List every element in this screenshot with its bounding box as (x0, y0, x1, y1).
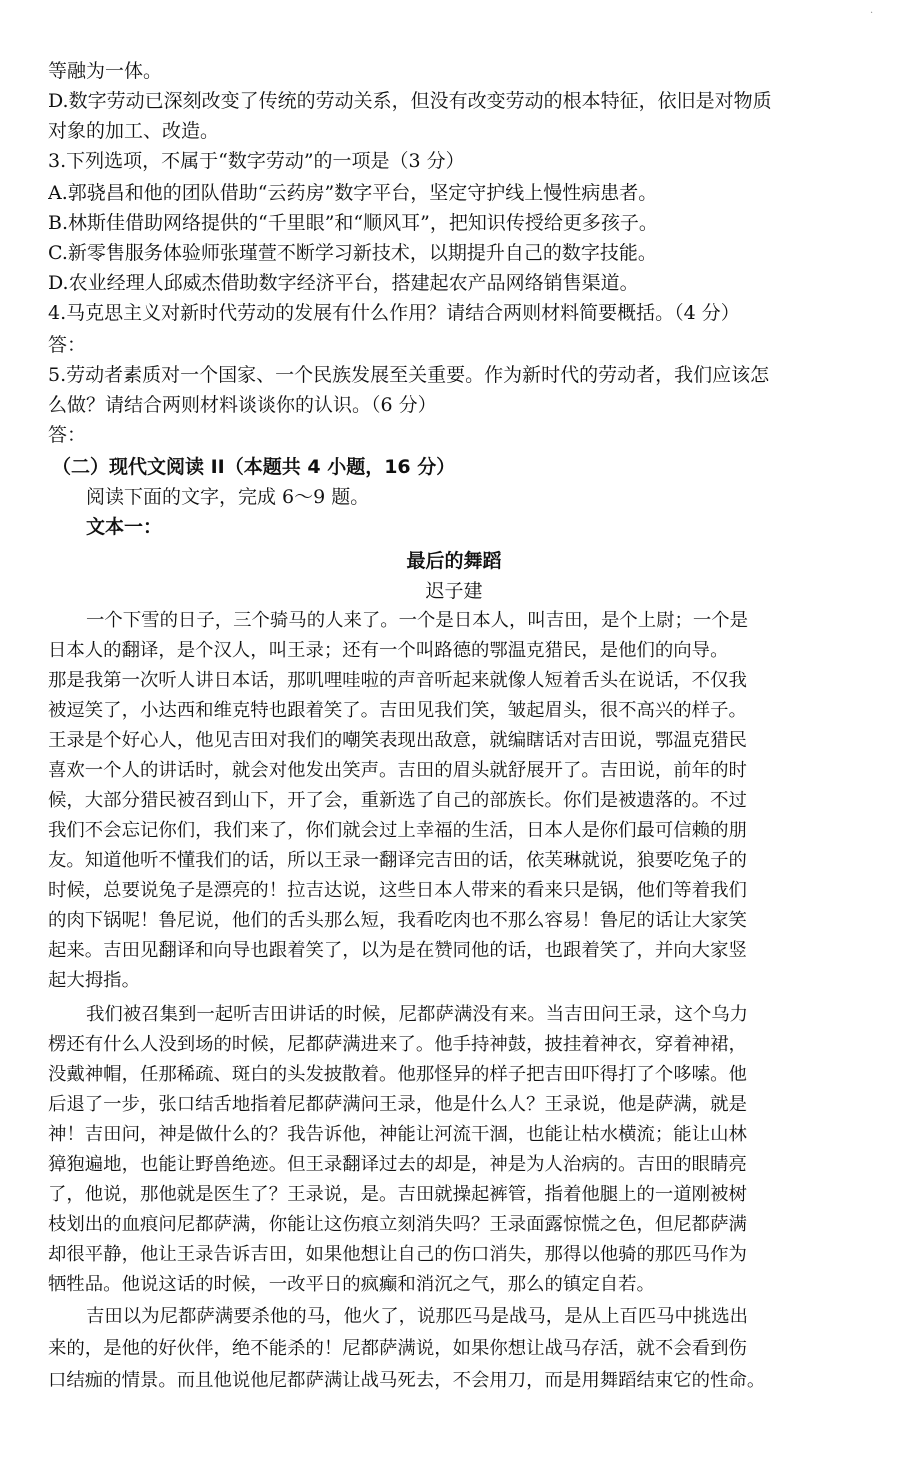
article-line: 牺牲品。他说这话的时候，一改平日的疯癫和消沉之气，那么的镇定自若。 (48, 1274, 655, 1295)
article-line: 喜欢一个人的讲话时，就会对他发出笑声。吉田的眉头就舒展开了。吉田说，前年的时 (48, 760, 747, 781)
article-line: 时候，总要说兔子是漂亮的！拉吉达说，这些日本人带来的看来只是锅，他们等着我们 (48, 880, 747, 901)
question-4-answer-label: 答： (48, 334, 87, 356)
question-3-option-b: B.林斯佳借助网络提供的“千里眼”和“顺风耳”，把知识传授给更多孩子。 (48, 212, 658, 234)
article-line: 王录是个好心人，他见吉田对我们的嘲笑表现出敌意，就编瞎话对吉田说，鄂温克猎民 (48, 730, 747, 751)
article-line: 起大拇指。 (48, 970, 140, 991)
question-3-option-d: D.农业经理人邱威杰借助数字经济平台，搭建起农产品网络销售渠道。 (48, 272, 639, 294)
article-line: 后退了一步，张口结舌地指着尼都萨满问王录，他是什么人？王录说，他是萨满，就是 (48, 1094, 747, 1115)
question-4-stem: 4.马克思主义对新时代劳动的发展有什么作用？请结合两则材料简要概括。（4 分） (48, 302, 740, 324)
article-line: 口结痂的情景。而且他说他尼都萨满让战马死去，不会用刀，而是用舞蹈结束它的性命。 (48, 1370, 766, 1391)
article-line: 楞还有什么人没到场的时候，尼都萨满进来了。他手持神鼓，披挂着神衣，穿着神裙， (48, 1034, 747, 1055)
article-line: 起来。吉田见翻译和向导也跟着笑了，以为是在赞同他的话，也跟着笑了，并向大家竖 (48, 940, 747, 961)
article-line: 了，他说，那他就是医生了？王录说，是。吉田就操起裤管，指着他腿上的一道刚被树 (48, 1184, 747, 1205)
article-line: 那是我第一次听人讲日本话，那叽哩哇啦的声音听起来就像人短着舌头在说话，不仅我 (48, 670, 747, 691)
question-tail-line: 等融为一体。 (48, 60, 163, 82)
article-line: 枝划出的血痕问尼都萨满，你能让这伤痕立刻消失吗？王录面露惊慌之色，但尼都萨满 (48, 1214, 747, 1235)
article-line: 吉田以为尼都萨满要杀他的马，他火了，说那匹马是战马，是从上百匹马中挑选出 (86, 1306, 749, 1327)
article-line: 却很平静，他让王录告诉吉田，如果他想让自己的伤口消失，那得以他骑的那匹马作为 (48, 1244, 747, 1265)
article-line: 獐狍遍地，也能让野兽绝迹。但王录翻译过去的却是，神是为人治病的。吉田的眼睛亮 (48, 1154, 747, 1175)
article-line: 没戴神帽，任那稀疏、斑白的头发披散着。他那怪异的样子把吉田吓得打了个哆嗦。他 (48, 1064, 747, 1085)
article-line: 一个下雪的日子，三个骑马的人来了。一个是日本人，叫吉田，是个上尉；一个是 (86, 610, 749, 631)
article-line: 我们被召集到一起听吉田讲话的时候，尼都萨满没有来。当吉田问王录，这个乌力 (86, 1004, 749, 1025)
article-line: 来的，是他的好伙伴，绝不能杀的！尼都萨满说，如果你想让战马存活，就不会看到伤 (48, 1338, 747, 1359)
article-line: 友。知道他听不懂我们的话，所以王录一翻译完吉田的话，依芙琳就说，狼要吃兔子的 (48, 850, 747, 871)
article-author: 迟子建 (425, 580, 483, 602)
article-line: 神！吉田问，神是做什么的？我告诉他，神能让河流干涸，也能让枯水横流；能让山林 (48, 1124, 747, 1145)
article-line: 的肉下锅呢！鲁尼说，他们的舌头那么短，我看吃肉也不那么容易！鲁尼的话让大家笑 (48, 910, 747, 931)
article-line: 我们不会忘记你们，我们来了，你们就会过上幸福的生活，日本人是你们最可信赖的朋 (48, 820, 747, 841)
text-one-label: 文本一： (86, 516, 163, 538)
article-line: 日本人的翻译，是个汉人，叫王录；还有一个叫路德的鄂温克猎民，是他们的向导。 (48, 640, 729, 661)
article-title: 最后的舞蹈 (406, 550, 502, 572)
question-5-answer-label: 答： (48, 424, 87, 446)
article-line: 候，大部分猎民被召到山下，开了会，重新选了自己的部族长。你们是被遗落的。不过 (48, 790, 747, 811)
option-d-line-1: D.数字劳动已深刻改变了传统的劳动关系，但没有改变劳动的根本特征，依旧是对物质 (48, 90, 772, 112)
corner-mark: · (870, 8, 874, 19)
question-3-option-a: A.郭骁昌和他的团队借助“云药房”数字平台，坚定守护线上慢性病患者。 (48, 182, 658, 204)
option-d-line-2: 对象的加工、改造。 (48, 120, 220, 142)
question-5-line-2: 么做？请结合两则材料谈谈你的认识。（6 分） (48, 394, 437, 416)
section-instruction: 阅读下面的文字，完成 6～9 题。 (86, 486, 370, 508)
article-line: 被逗笑了，小达西和维克特也跟着笑了。吉田见我们笑，皱起眉头，很不高兴的样子。 (48, 700, 747, 721)
question-3-stem: 3.下列选项，不属于“数字劳动”的一项是（3 分） (48, 150, 465, 172)
section-heading: （二）现代文阅读 II（本题共 4 小题，16 分） (52, 456, 456, 478)
question-3-option-c: C.新零售服务体验师张瑾萱不断学习新技术，以期提升自己的数字技能。 (48, 242, 657, 264)
question-5-line-1: 5.劳动者素质对一个国家、一个民族发展至关重要。作为新时代的劳动者，我们应该怎 (48, 364, 770, 386)
